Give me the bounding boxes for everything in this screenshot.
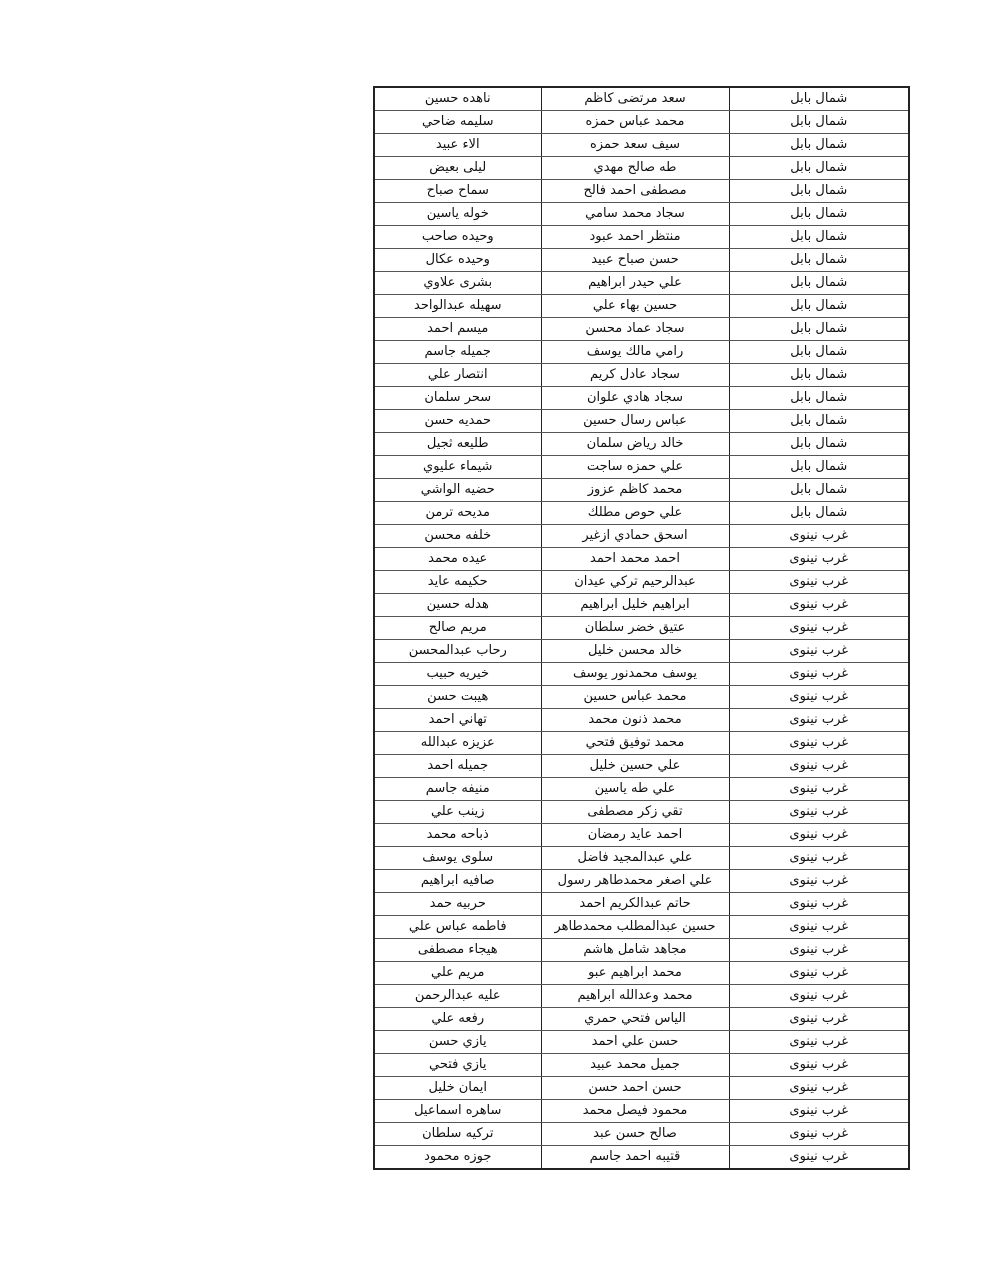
table-row bbox=[374, 295, 909, 318]
mother-name-cell: شيماء عليوي bbox=[374, 456, 541, 479]
mother-name-cell: ذباحه محمد bbox=[374, 824, 541, 847]
full-name-cell: قتيبه احمد جاسم bbox=[541, 1146, 729, 1170]
region-cell: شمال بابل bbox=[729, 111, 909, 134]
region-cell: غرب نينوى bbox=[729, 640, 909, 663]
region-cell: غرب نينوى bbox=[729, 985, 909, 1008]
region-cell: شمال بابل bbox=[729, 295, 909, 318]
full-name-cell: حسن علي احمد bbox=[541, 1031, 729, 1054]
table-row bbox=[374, 226, 909, 249]
table-row bbox=[374, 479, 909, 502]
table-row bbox=[374, 502, 909, 525]
table-row bbox=[374, 640, 909, 663]
mother-name-cell: خيريه حبيب bbox=[374, 663, 541, 686]
full-name-cell: جميل محمد عبيد bbox=[541, 1054, 729, 1077]
region-cell: شمال بابل bbox=[729, 479, 909, 502]
table-row bbox=[374, 571, 909, 594]
table-row bbox=[374, 709, 909, 732]
region-cell: غرب نينوى bbox=[729, 1146, 909, 1170]
table-row bbox=[374, 364, 909, 387]
region-cell: شمال بابل bbox=[729, 341, 909, 364]
full-name-cell: حسن احمد حسن bbox=[541, 1077, 729, 1100]
mother-name-cell: فاطمه عباس علي bbox=[374, 916, 541, 939]
table-row bbox=[374, 87, 909, 111]
full-name-cell: علي حوص مطلك bbox=[541, 502, 729, 525]
region-cell: شمال بابل bbox=[729, 157, 909, 180]
table-row bbox=[374, 341, 909, 364]
table-row bbox=[374, 318, 909, 341]
full-name-cell: مصطفى احمد فالح bbox=[541, 180, 729, 203]
mother-name-cell: ايمان خليل bbox=[374, 1077, 541, 1100]
region-cell: غرب نينوى bbox=[729, 1054, 909, 1077]
mother-name-cell: سهيله عبدالواحد bbox=[374, 295, 541, 318]
region-cell: غرب نينوى bbox=[729, 571, 909, 594]
full-name-cell: صالح حسن عبد bbox=[541, 1123, 729, 1146]
region-cell: غرب نينوى bbox=[729, 1008, 909, 1031]
full-name-cell: اسحق حمادي ازغير bbox=[541, 525, 729, 548]
mother-name-cell: هيبت حسن bbox=[374, 686, 541, 709]
table-row bbox=[374, 686, 909, 709]
full-name-cell: سجاد هادي علوان bbox=[541, 387, 729, 410]
full-name-cell: عتيق خضر سلطان bbox=[541, 617, 729, 640]
mother-name-cell: الاء عبيد bbox=[374, 134, 541, 157]
roster-table-body bbox=[374, 87, 909, 1169]
table-row bbox=[374, 157, 909, 180]
table-row bbox=[374, 939, 909, 962]
full-name-cell: طه صالح مهدي bbox=[541, 157, 729, 180]
region-cell: غرب نينوى bbox=[729, 778, 909, 801]
mother-name-cell: هدله حسين bbox=[374, 594, 541, 617]
mother-name-cell: رحاب عبدالمحسن bbox=[374, 640, 541, 663]
table-row bbox=[374, 1146, 909, 1170]
mother-name-cell: رفعه علي bbox=[374, 1008, 541, 1031]
table-row bbox=[374, 525, 909, 548]
mother-name-cell: جميله احمد bbox=[374, 755, 541, 778]
region-cell: شمال بابل bbox=[729, 180, 909, 203]
region-cell: شمال بابل bbox=[729, 87, 909, 111]
full-name-cell: حاتم عبدالكريم احمد bbox=[541, 893, 729, 916]
document-page bbox=[373, 86, 908, 1170]
full-name-cell: علي حيدر ابراهيم bbox=[541, 272, 729, 295]
mother-name-cell: ليلى بعيض bbox=[374, 157, 541, 180]
region-cell: غرب نينوى bbox=[729, 847, 909, 870]
mother-name-cell: عليه عبدالرحمن bbox=[374, 985, 541, 1008]
full-name-cell: يوسف محمدنور يوسف bbox=[541, 663, 729, 686]
mother-name-cell: بشرى علاوي bbox=[374, 272, 541, 295]
region-cell: شمال بابل bbox=[729, 272, 909, 295]
region-cell: شمال بابل bbox=[729, 364, 909, 387]
full-name-cell: سجاد عماد محسن bbox=[541, 318, 729, 341]
region-cell: شمال بابل bbox=[729, 433, 909, 456]
table-row bbox=[374, 387, 909, 410]
table-row bbox=[374, 617, 909, 640]
table-row bbox=[374, 801, 909, 824]
table-row bbox=[374, 962, 909, 985]
mother-name-cell: جميله جاسم bbox=[374, 341, 541, 364]
mother-name-cell: خلفه محسن bbox=[374, 525, 541, 548]
full-name-cell: خالد محسن خليل bbox=[541, 640, 729, 663]
table-row bbox=[374, 594, 909, 617]
full-name-cell: محمد كاظم عزوز bbox=[541, 479, 729, 502]
full-name-cell: منتظر احمد عبود bbox=[541, 226, 729, 249]
region-cell: شمال بابل bbox=[729, 203, 909, 226]
mother-name-cell: ميسم احمد bbox=[374, 318, 541, 341]
region-cell: غرب نينوى bbox=[729, 870, 909, 893]
mother-name-cell: يازي حسن bbox=[374, 1031, 541, 1054]
full-name-cell: رامي مالك يوسف bbox=[541, 341, 729, 364]
full-name-cell: احمد عايد رمضان bbox=[541, 824, 729, 847]
table-row bbox=[374, 916, 909, 939]
mother-name-cell: سليمه ضاحي bbox=[374, 111, 541, 134]
mother-name-cell: خوله ياسين bbox=[374, 203, 541, 226]
table-row bbox=[374, 548, 909, 571]
table-row bbox=[374, 203, 909, 226]
table-row bbox=[374, 824, 909, 847]
region-cell: غرب نينوى bbox=[729, 801, 909, 824]
region-cell: غرب نينوى bbox=[729, 1077, 909, 1100]
mother-name-cell: حمديه حسن bbox=[374, 410, 541, 433]
full-name-cell: علي حمزه ساجت bbox=[541, 456, 729, 479]
table-row bbox=[374, 893, 909, 916]
mother-name-cell: سحر سلمان bbox=[374, 387, 541, 410]
region-cell: غرب نينوى bbox=[729, 962, 909, 985]
mother-name-cell: زينب علي bbox=[374, 801, 541, 824]
region-cell: شمال بابل bbox=[729, 387, 909, 410]
mother-name-cell: وحيده عكال bbox=[374, 249, 541, 272]
region-cell: غرب نينوى bbox=[729, 939, 909, 962]
full-name-cell: سيف سعد حمزه bbox=[541, 134, 729, 157]
full-name-cell: خالد رياض سلمان bbox=[541, 433, 729, 456]
region-cell: غرب نينوى bbox=[729, 732, 909, 755]
full-name-cell: سجاد محمد سامي bbox=[541, 203, 729, 226]
table-row bbox=[374, 732, 909, 755]
full-name-cell: حسن صباح عبيد bbox=[541, 249, 729, 272]
full-name-cell: حسين عبدالمطلب محمدطاهر bbox=[541, 916, 729, 939]
mother-name-cell: مريم صالح bbox=[374, 617, 541, 640]
mother-name-cell: ساهره اسماعيل bbox=[374, 1100, 541, 1123]
region-cell: غرب نينوى bbox=[729, 525, 909, 548]
mother-name-cell: مريم علي bbox=[374, 962, 541, 985]
full-name-cell: محمد ابراهيم عبو bbox=[541, 962, 729, 985]
region-cell: غرب نينوى bbox=[729, 755, 909, 778]
mother-name-cell: سماح صباح bbox=[374, 180, 541, 203]
table-row bbox=[374, 755, 909, 778]
full-name-cell: علي عبدالمجيد فاضل bbox=[541, 847, 729, 870]
region-cell: غرب نينوى bbox=[729, 916, 909, 939]
table-row bbox=[374, 778, 909, 801]
mother-name-cell: عيده محمد bbox=[374, 548, 541, 571]
region-cell: غرب نينوى bbox=[729, 594, 909, 617]
region-cell: غرب نينوى bbox=[729, 617, 909, 640]
mother-name-cell: سلوى يوسف bbox=[374, 847, 541, 870]
full-name-cell: تقي زكر مصطفى bbox=[541, 801, 729, 824]
table-row bbox=[374, 134, 909, 157]
region-cell: غرب نينوى bbox=[729, 1031, 909, 1054]
table-row bbox=[374, 410, 909, 433]
region-cell: غرب نينوى bbox=[729, 548, 909, 571]
region-cell: غرب نينوى bbox=[729, 1123, 909, 1146]
table-row bbox=[374, 1054, 909, 1077]
table-row bbox=[374, 870, 909, 893]
mother-name-cell: تركيه سلطان bbox=[374, 1123, 541, 1146]
table-row bbox=[374, 663, 909, 686]
mother-name-cell: يازي فتحي bbox=[374, 1054, 541, 1077]
region-cell: شمال بابل bbox=[729, 134, 909, 157]
mother-name-cell: جوزه محمود bbox=[374, 1146, 541, 1170]
table-row bbox=[374, 1100, 909, 1123]
mother-name-cell: صافيه ابراهيم bbox=[374, 870, 541, 893]
full-name-cell: محمد ذنون محمد bbox=[541, 709, 729, 732]
full-name-cell: مجاهد شامل هاشم bbox=[541, 939, 729, 962]
region-cell: غرب نينوى bbox=[729, 686, 909, 709]
table-row bbox=[374, 111, 909, 134]
mother-name-cell: مديحه ترمن bbox=[374, 502, 541, 525]
table-row bbox=[374, 985, 909, 1008]
table-row bbox=[374, 456, 909, 479]
full-name-cell: محمد عباس حسين bbox=[541, 686, 729, 709]
full-name-cell: سجاد عادل كريم bbox=[541, 364, 729, 387]
table-row bbox=[374, 1008, 909, 1031]
full-name-cell: احمد محمد احمد bbox=[541, 548, 729, 571]
full-name-cell: علي اصغر محمدطاهر رسول bbox=[541, 870, 729, 893]
region-cell: شمال بابل bbox=[729, 249, 909, 272]
table-row bbox=[374, 249, 909, 272]
region-cell: غرب نينوى bbox=[729, 1100, 909, 1123]
mother-name-cell: تهاني احمد bbox=[374, 709, 541, 732]
region-cell: شمال بابل bbox=[729, 502, 909, 525]
full-name-cell: حسين بهاء علي bbox=[541, 295, 729, 318]
table-row bbox=[374, 180, 909, 203]
full-name-cell: محمد وعدالله ابراهيم bbox=[541, 985, 729, 1008]
mother-name-cell: طليعه ثجيل bbox=[374, 433, 541, 456]
mother-name-cell: منيفه جاسم bbox=[374, 778, 541, 801]
mother-name-cell: حكيمه عايد bbox=[374, 571, 541, 594]
full-name-cell: محمود فيصل محمد bbox=[541, 1100, 729, 1123]
mother-name-cell: حضيه الواشي bbox=[374, 479, 541, 502]
mother-name-cell: ناهده حسين bbox=[374, 87, 541, 111]
table-row bbox=[374, 1031, 909, 1054]
full-name-cell: علي حسين خليل bbox=[541, 755, 729, 778]
region-cell: شمال بابل bbox=[729, 226, 909, 249]
full-name-cell: ابراهيم خليل ابراهيم bbox=[541, 594, 729, 617]
full-name-cell: محمد عباس حمزه bbox=[541, 111, 729, 134]
full-name-cell: محمد توفيق فتحي bbox=[541, 732, 729, 755]
region-cell: غرب نينوى bbox=[729, 824, 909, 847]
table-row bbox=[374, 847, 909, 870]
table-row bbox=[374, 1123, 909, 1146]
region-cell: غرب نينوى bbox=[729, 893, 909, 916]
table-row bbox=[374, 272, 909, 295]
full-name-cell: عبدالرحيم تركي عيدان bbox=[541, 571, 729, 594]
full-name-cell: علي طه ياسين bbox=[541, 778, 729, 801]
region-cell: غرب نينوى bbox=[729, 663, 909, 686]
full-name-cell: الياس فتحي حمري bbox=[541, 1008, 729, 1031]
full-name-cell: عباس رسال حسين bbox=[541, 410, 729, 433]
full-name-cell: سعد مرتضى كاظم bbox=[541, 87, 729, 111]
mother-name-cell: حربيه حمد bbox=[374, 893, 541, 916]
table-row bbox=[374, 1077, 909, 1100]
table-row bbox=[374, 433, 909, 456]
mother-name-cell: هيجاء مصطفى bbox=[374, 939, 541, 962]
mother-name-cell: وحيده صاحب bbox=[374, 226, 541, 249]
roster-table bbox=[373, 86, 910, 1170]
region-cell: غرب نينوى bbox=[729, 709, 909, 732]
region-cell: شمال بابل bbox=[729, 410, 909, 433]
mother-name-cell: انتصار علي bbox=[374, 364, 541, 387]
mother-name-cell: عزيزه عبدالله bbox=[374, 732, 541, 755]
region-cell: شمال بابل bbox=[729, 318, 909, 341]
region-cell: شمال بابل bbox=[729, 456, 909, 479]
